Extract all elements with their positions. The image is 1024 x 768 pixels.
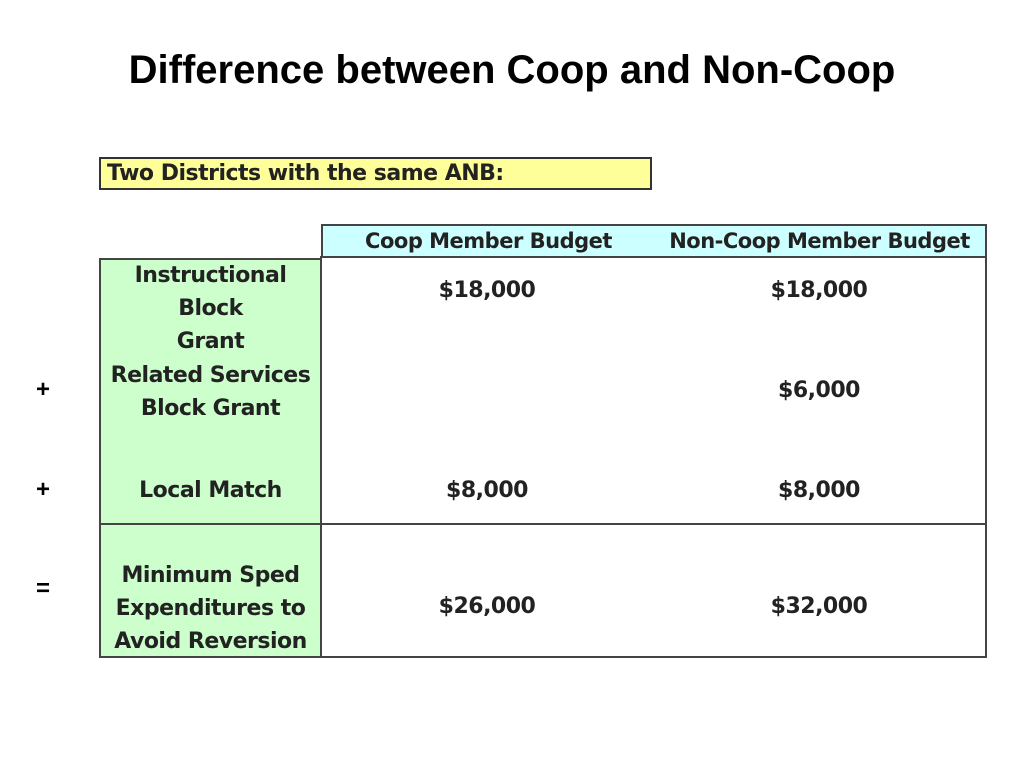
- label-line: Local Match: [139, 478, 282, 503]
- table-header: [321, 224, 987, 258]
- page-title: Difference between Coop and Non-Coop: [128, 48, 896, 92]
- header-non-coop-member-budget: Non-Coop Member Budget: [669, 229, 970, 253]
- row-label-minimum-sped-expenditures: [101, 559, 320, 658]
- label-line: Grant: [176, 329, 245, 354]
- header-coop-member-budget: Coop Member Budget: [365, 229, 612, 253]
- non-coop-instructional-block-grant: $18,000: [770, 278, 868, 303]
- equals-operator: =: [35, 575, 50, 602]
- subtitle-text: Two Districts with the same ANB:: [107, 161, 504, 186]
- label-line: Instructional Block: [134, 263, 287, 321]
- coop-minimum-sped-expenditures: $26,000: [438, 594, 536, 619]
- label-line: Minimum Sped: [121, 563, 300, 588]
- plus-operator: +: [35, 476, 50, 503]
- non-coop-related-services-block-grant: $6,000: [778, 378, 860, 403]
- subtitle-box: [99, 157, 652, 190]
- row-label-instructional-block-grant: [101, 259, 320, 358]
- coop-local-match: $8,000: [446, 478, 528, 503]
- row-label-local-match: [101, 474, 320, 507]
- coop-instructional-block-grant: $18,000: [438, 278, 536, 303]
- label-line: Expenditures to: [115, 596, 306, 621]
- label-line: Avoid Reversion: [114, 629, 307, 654]
- plus-operator: +: [35, 376, 50, 403]
- non-coop-minimum-sped-expenditures: $32,000: [770, 594, 868, 619]
- label-line: Related Services: [110, 363, 311, 388]
- total-divider: [99, 523, 987, 525]
- label-line: Block Grant: [140, 396, 281, 421]
- row-label-related-services-block-grant: [101, 359, 320, 425]
- non-coop-local-match: $8,000: [778, 478, 860, 503]
